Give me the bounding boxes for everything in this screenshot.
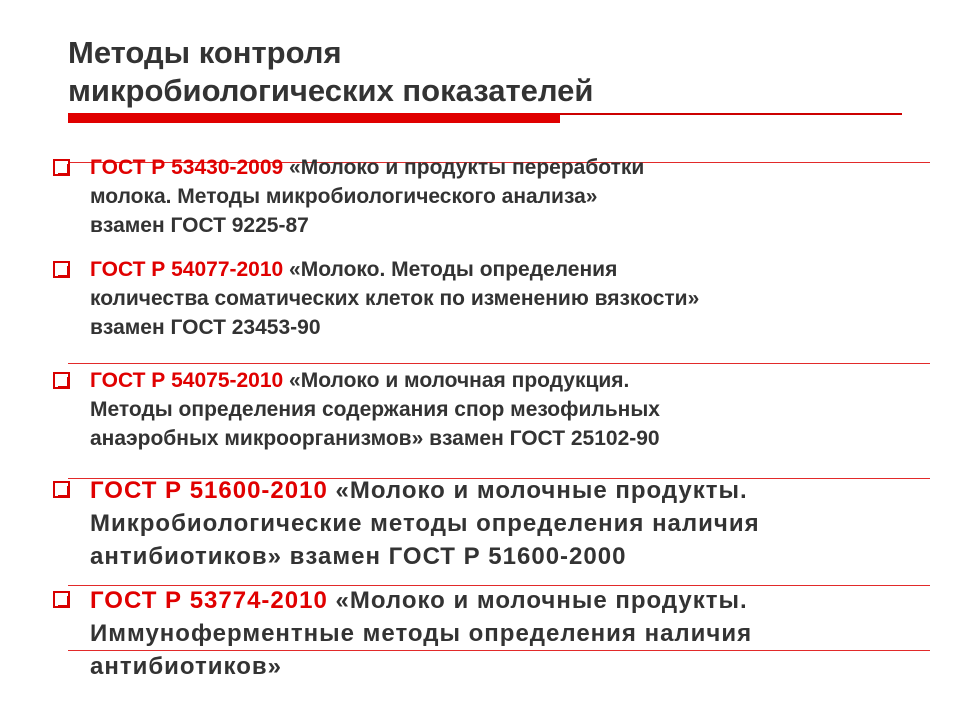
- checkbox-bullet-icon: [53, 261, 70, 278]
- gost-item-text: [90, 474, 933, 573]
- gost-item-line-3: анаэробных микроорганизмов» взамен ГОСТ 25102-90: [90, 427, 660, 450]
- gost-item-line-3: взамен ГОСТ 23453-90: [90, 316, 321, 339]
- gost-item-line-2: Микробиологические методы определения наличия: [90, 510, 760, 537]
- gost-code: ГОСТ Р 53430-2009: [90, 156, 284, 179]
- slide-title-line-2: микробиологических показателей: [68, 73, 594, 108]
- gost-title-start: «Молоко. Методы определения: [283, 258, 618, 281]
- gost-item-line-2: количества соматических клеток по изменению вязкости»: [90, 287, 700, 310]
- gost-title-start: «Молоко и молочные продукты.: [327, 477, 748, 504]
- checkbox-bullet-icon: [53, 591, 70, 608]
- separator-line: [68, 363, 930, 364]
- gost-code: ГОСТ Р 53774-2010: [90, 587, 328, 614]
- gost-title-start: «Молоко и молочная продукция.: [283, 369, 630, 392]
- gost-item-text: [90, 584, 933, 683]
- gost-item-line-1: [90, 366, 933, 395]
- slide-title: [68, 34, 593, 110]
- gost-item-3: [53, 366, 933, 453]
- checkbox-bullet-icon: [53, 372, 70, 389]
- gost-item-text: [90, 153, 933, 240]
- gost-item-line-3: взамен ГОСТ 9225-87: [90, 214, 309, 237]
- gost-item-5: [53, 584, 933, 683]
- gost-code: ГОСТ Р 54075-2010: [90, 369, 284, 392]
- checkbox-bullet-icon: [53, 481, 70, 498]
- gost-item-line-3: антибиотиков»: [90, 653, 282, 680]
- gost-item-line-2: молока. Методы микробиологического анализа»: [90, 185, 598, 208]
- gost-item-line-1: [90, 474, 933, 507]
- gost-item-line-1: [90, 584, 933, 617]
- gost-code: ГОСТ Р 51600-2010: [90, 477, 328, 504]
- gost-title-start: «Молоко и продукты переработки: [283, 156, 645, 179]
- gost-item-2: [53, 255, 933, 342]
- gost-item-text: [90, 366, 933, 453]
- gost-item-line-2: Методы определения содержания спор мезофильных: [90, 398, 660, 421]
- gost-item-line-1: [90, 255, 933, 284]
- gost-item-4: [53, 474, 933, 573]
- gost-title-start: «Молоко и молочные продукты.: [327, 587, 748, 614]
- gost-item-line-1: [90, 153, 933, 182]
- slide-title-line-1: Методы контроля: [68, 35, 342, 70]
- gost-item-text: [90, 255, 933, 342]
- gost-item-1: [53, 153, 933, 240]
- gost-item-line-2: Иммуноферментные методы определения наличия: [90, 620, 753, 647]
- title-underline-thick: [68, 113, 560, 123]
- checkbox-bullet-icon: [53, 159, 70, 176]
- gost-code: ГОСТ Р 54077-2010: [90, 258, 284, 281]
- gost-item-line-3: антибиотиков» взамен ГОСТ Р 51600-2000: [90, 543, 627, 570]
